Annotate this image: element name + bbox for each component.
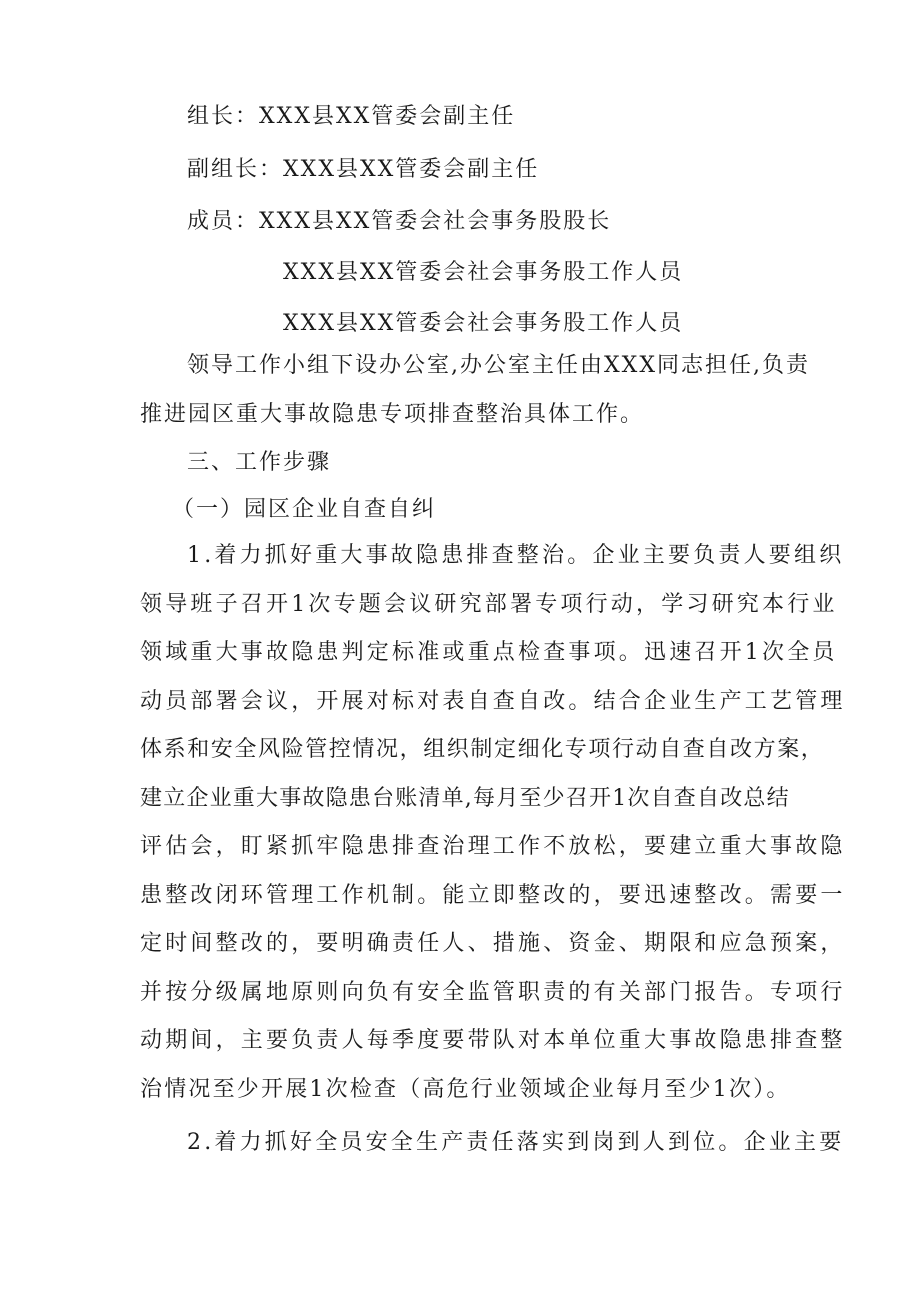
- paragraph-1-line: 领导班子召开1次专题会议研究部署专项行动，学习研究本行业: [140, 592, 838, 617]
- paragraph-1-line: 治情况至少开展1次检查（高危行业领域企业每月至少1次）。: [140, 1077, 791, 1102]
- paragraph-1-line: 评估会，盯紧抓牢隐患排查治理工作不放松，要建立重大事故隐: [140, 834, 846, 859]
- paragraph-1-line: 领域重大事故隐患判定标准或重点检查事项。迅速召开1次全员: [140, 640, 838, 665]
- paragraph-1-line: 患整改闭环管理工作机制。能立即整改的，要迅速整改。需要一: [140, 883, 846, 908]
- group-leader-line: 组长：XXX县XX管委会副主任: [187, 104, 516, 129]
- paragraph-1-line: 建立企业重大事故隐患台账清单,每月至少召开1次自查自改总结: [140, 786, 790, 811]
- paragraph-1-line: 并按分级属地原则向负有安全监管职责的有关部门报告。专项行: [140, 980, 846, 1005]
- paragraph-2-first-line: 2.着力抓好全员安全生产责任落实到岗到人到位。企业主要: [187, 1130, 845, 1155]
- group-member-line-2: XXX县XX管委会社会事务股工作人员: [283, 260, 684, 285]
- paragraph-1-line: 1.着力抓好重大事故隐患排查整治。企业主要负责人要组织: [187, 543, 845, 568]
- paragraph-1-line: 动员部署会议，开展对标对表自查自改。结合企业生产工艺管理: [140, 689, 846, 714]
- section-subheading: （一）园区企业自查自纠: [172, 497, 437, 522]
- paragraph-1-line: 定时间整改的，要明确责任人、措施、资金、期限和应急预案，: [140, 931, 846, 956]
- group-member-line-3: XXX县XX管委会社会事务股工作人员: [283, 311, 684, 336]
- section-heading: 三、工作步骤: [187, 450, 332, 475]
- office-paragraph-line-2: 推进园区重大事故隐患专项排查整治具体工作。: [140, 402, 645, 427]
- paragraph-1-line: 动期间，主要负责人每季度要带队对本单位重大事故隐患排查整: [140, 1028, 846, 1053]
- office-paragraph-line-1: 领导工作小组下设办公室,办公室主任由XXX同志担任,负责: [187, 353, 810, 378]
- paragraph-1-line: 体系和安全风险管控情况，组织制定细化专项行动自查自改方案，: [140, 737, 825, 762]
- group-members-line: 成员：XXX县XX管委会社会事务股股长: [187, 209, 612, 234]
- group-deputy-leader-line: 副组长：XXX县XX管委会副主任: [187, 157, 540, 182]
